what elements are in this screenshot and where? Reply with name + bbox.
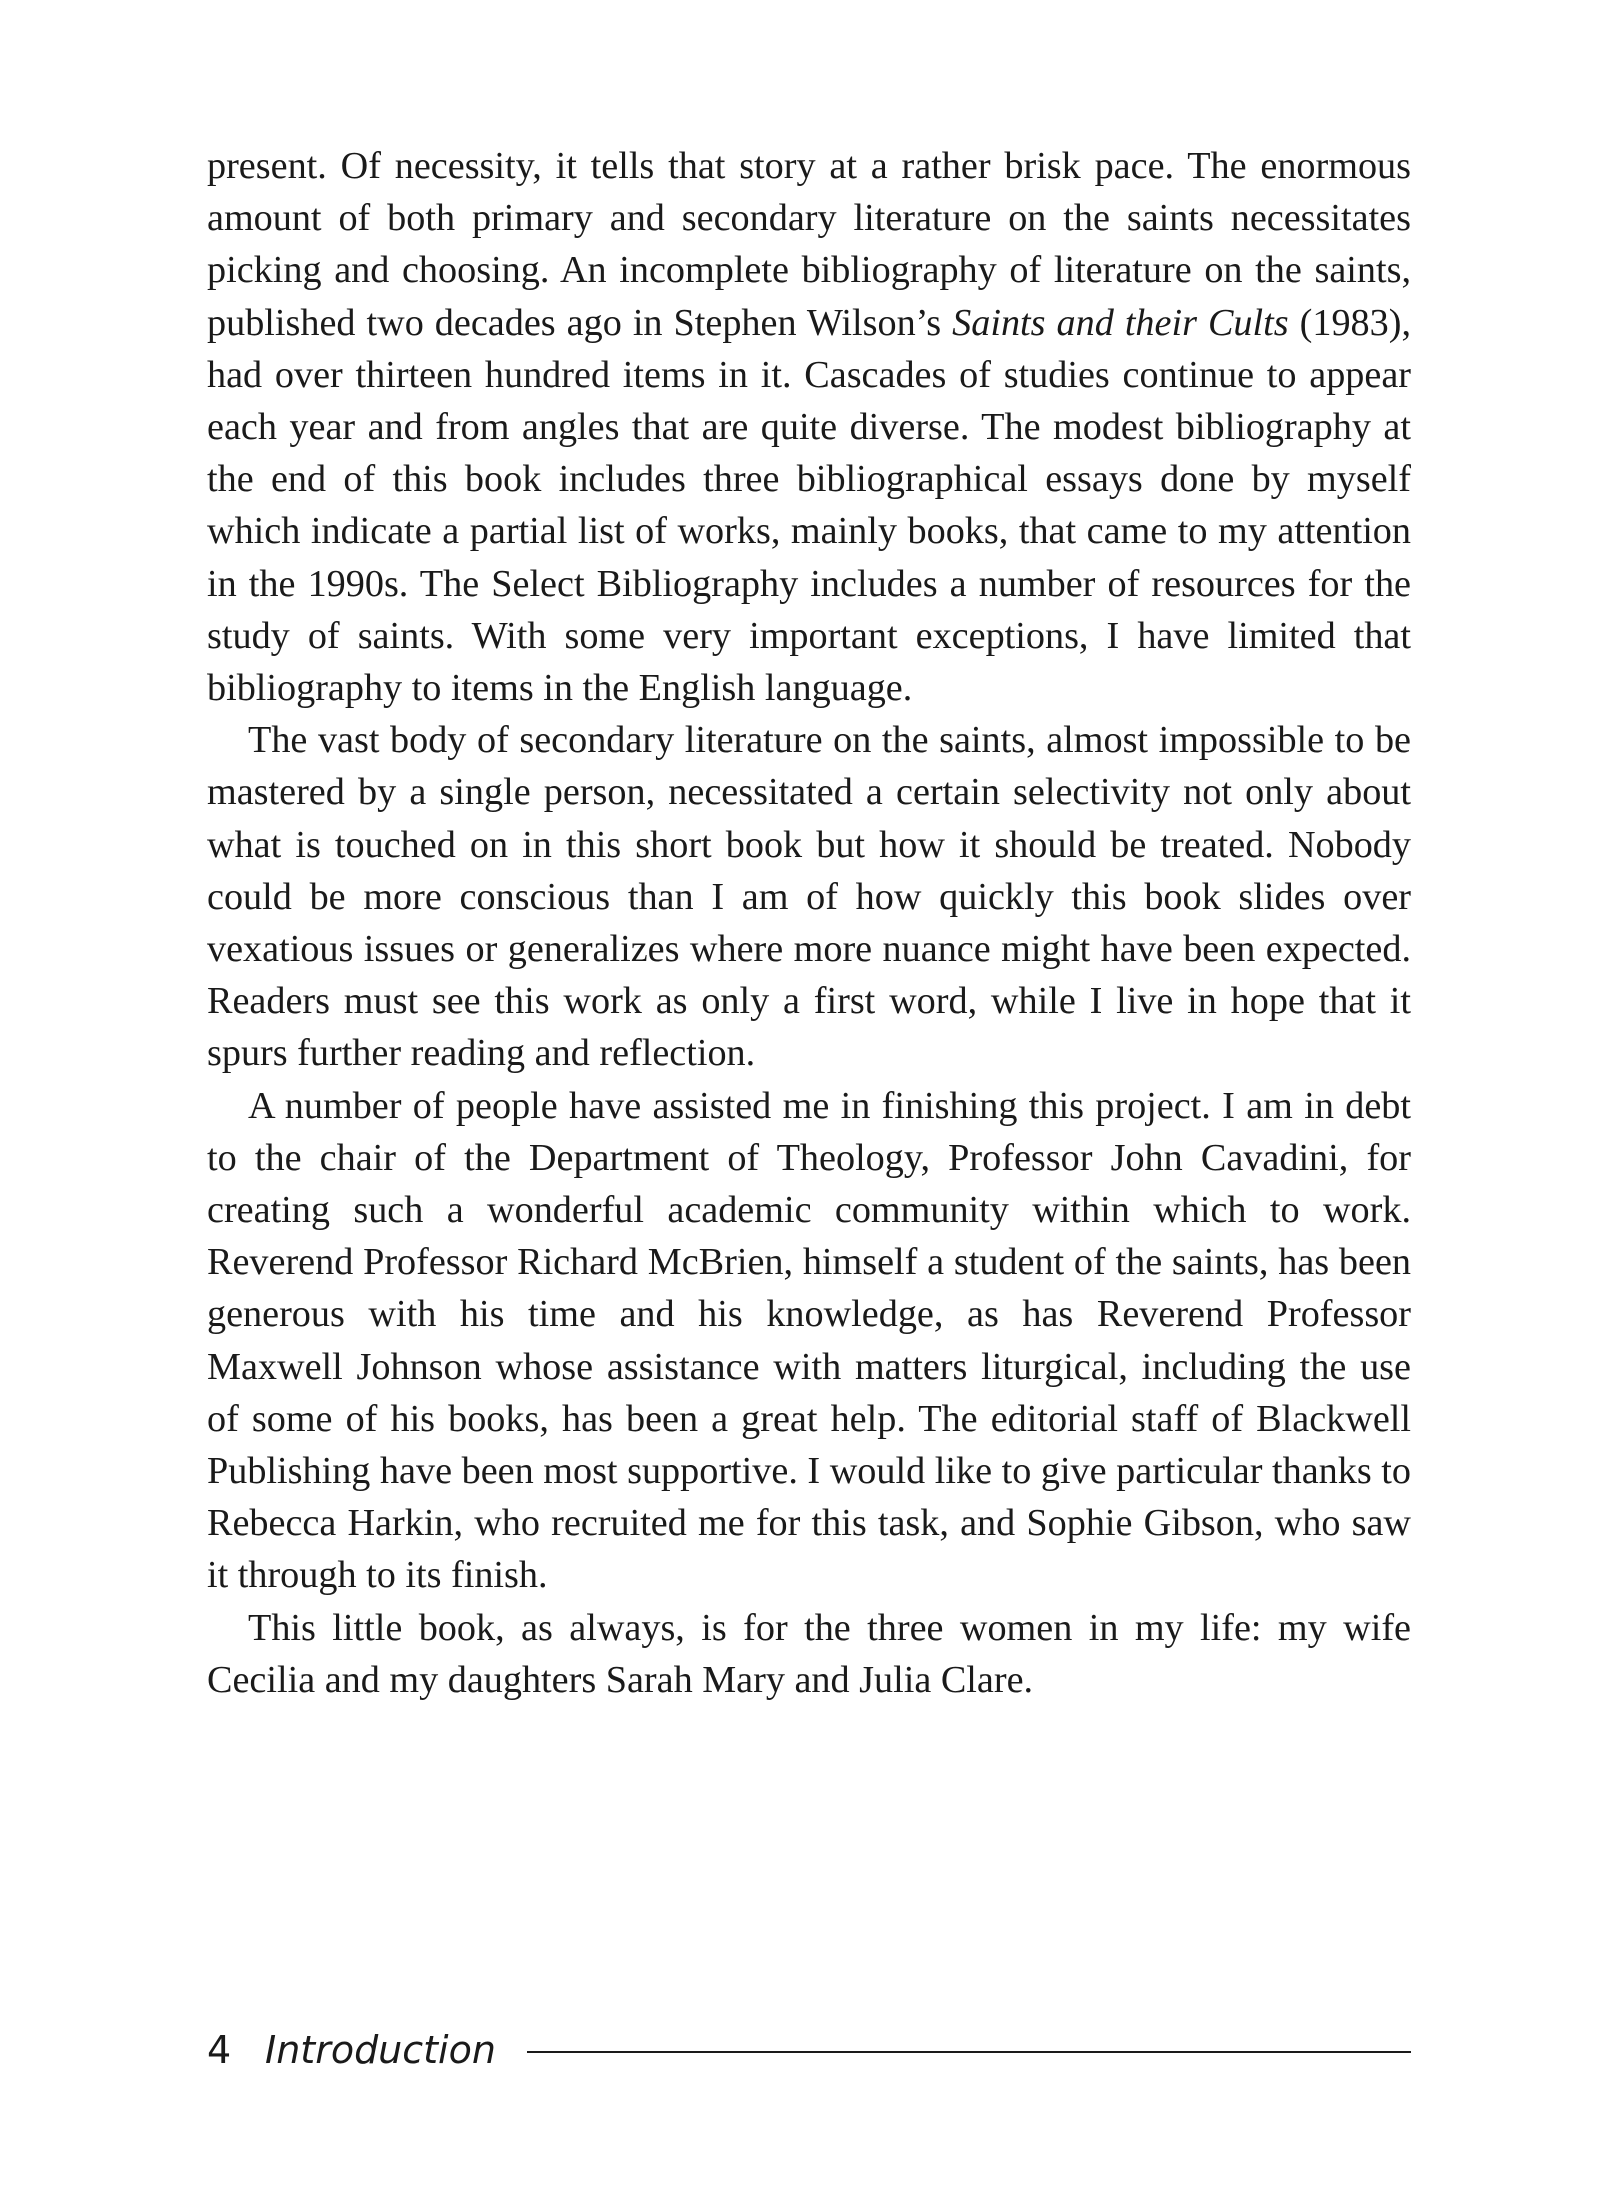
book-title-italic: Saints and their Cults	[952, 301, 1289, 344]
paragraph-bibliography	[207, 140, 1411, 714]
paragraph-acknowledgements: A number of people have assisted me in finishing this project. I am in debt to the chair of the Department of Theology, Professor John Cavadini, for creating such a wonderful academic community within which to work. Reverend Professor Richard McBrien, himself a student of the saints, has been generous with his time and his knowledge, as has Reverend Professor Maxwell Johnson whose assistance with matters liturgical, including the use of some of his books, has been a great help. The editorial staff of Blackwell Publishing have been most supportive. I would like to give particular thanks to Rebecca Harkin, who recruited me for this task, and Sophie Gibson, who saw it through to its finish.	[207, 1084, 1411, 1597]
footer-rule	[527, 2051, 1411, 2053]
paragraph-text: present. Of necessity, it tells that story at a rather brisk pace. The enormous amount of both primary and secondary literature on the saints necessitates picking and choosing. An incomplete bibliography of literature on the saints, published two decades ago in Stephen Wilson’s	[207, 145, 1411, 344]
paragraph-text: (1983), had over thirteen hundred items in it. Cascades of studies continue to appear each year and from angles that are quite diverse. The modest bibliography at the end of this book includes three bibliographical essays done by myself which indicate a partial list of works, mainly books, that came to my attention in the 1990s. The Select Bibliography includes a number of resources for the study of saints. With some very important exceptions, I have limited that bibliography to items in the English language.	[207, 301, 1411, 710]
paragraph-dedication: This little book, as always, is for the three women in my life: my wife Cecilia and my daughters Sarah Mary and Julia Clare.	[207, 1606, 1411, 1701]
body-text	[207, 140, 1411, 1706]
running-head: Introduction	[265, 2028, 496, 2072]
page-footer	[207, 2022, 1411, 2078]
paragraph-selectivity: The vast body of secondary literature on the saints, almost impossible to be mastered by a single person, necessitated a certain selectivity not only about what is touched on in this short book but how it should be treated. Nobody could be more conscious than I am of how quickly this book slides over vexatious issues or generalizes where more nuance might have been expected. Readers must see this work as only a first word, while I live in hope that it spurs further reading and reflection.	[207, 719, 1411, 1075]
page-number: 4	[207, 2028, 232, 2072]
